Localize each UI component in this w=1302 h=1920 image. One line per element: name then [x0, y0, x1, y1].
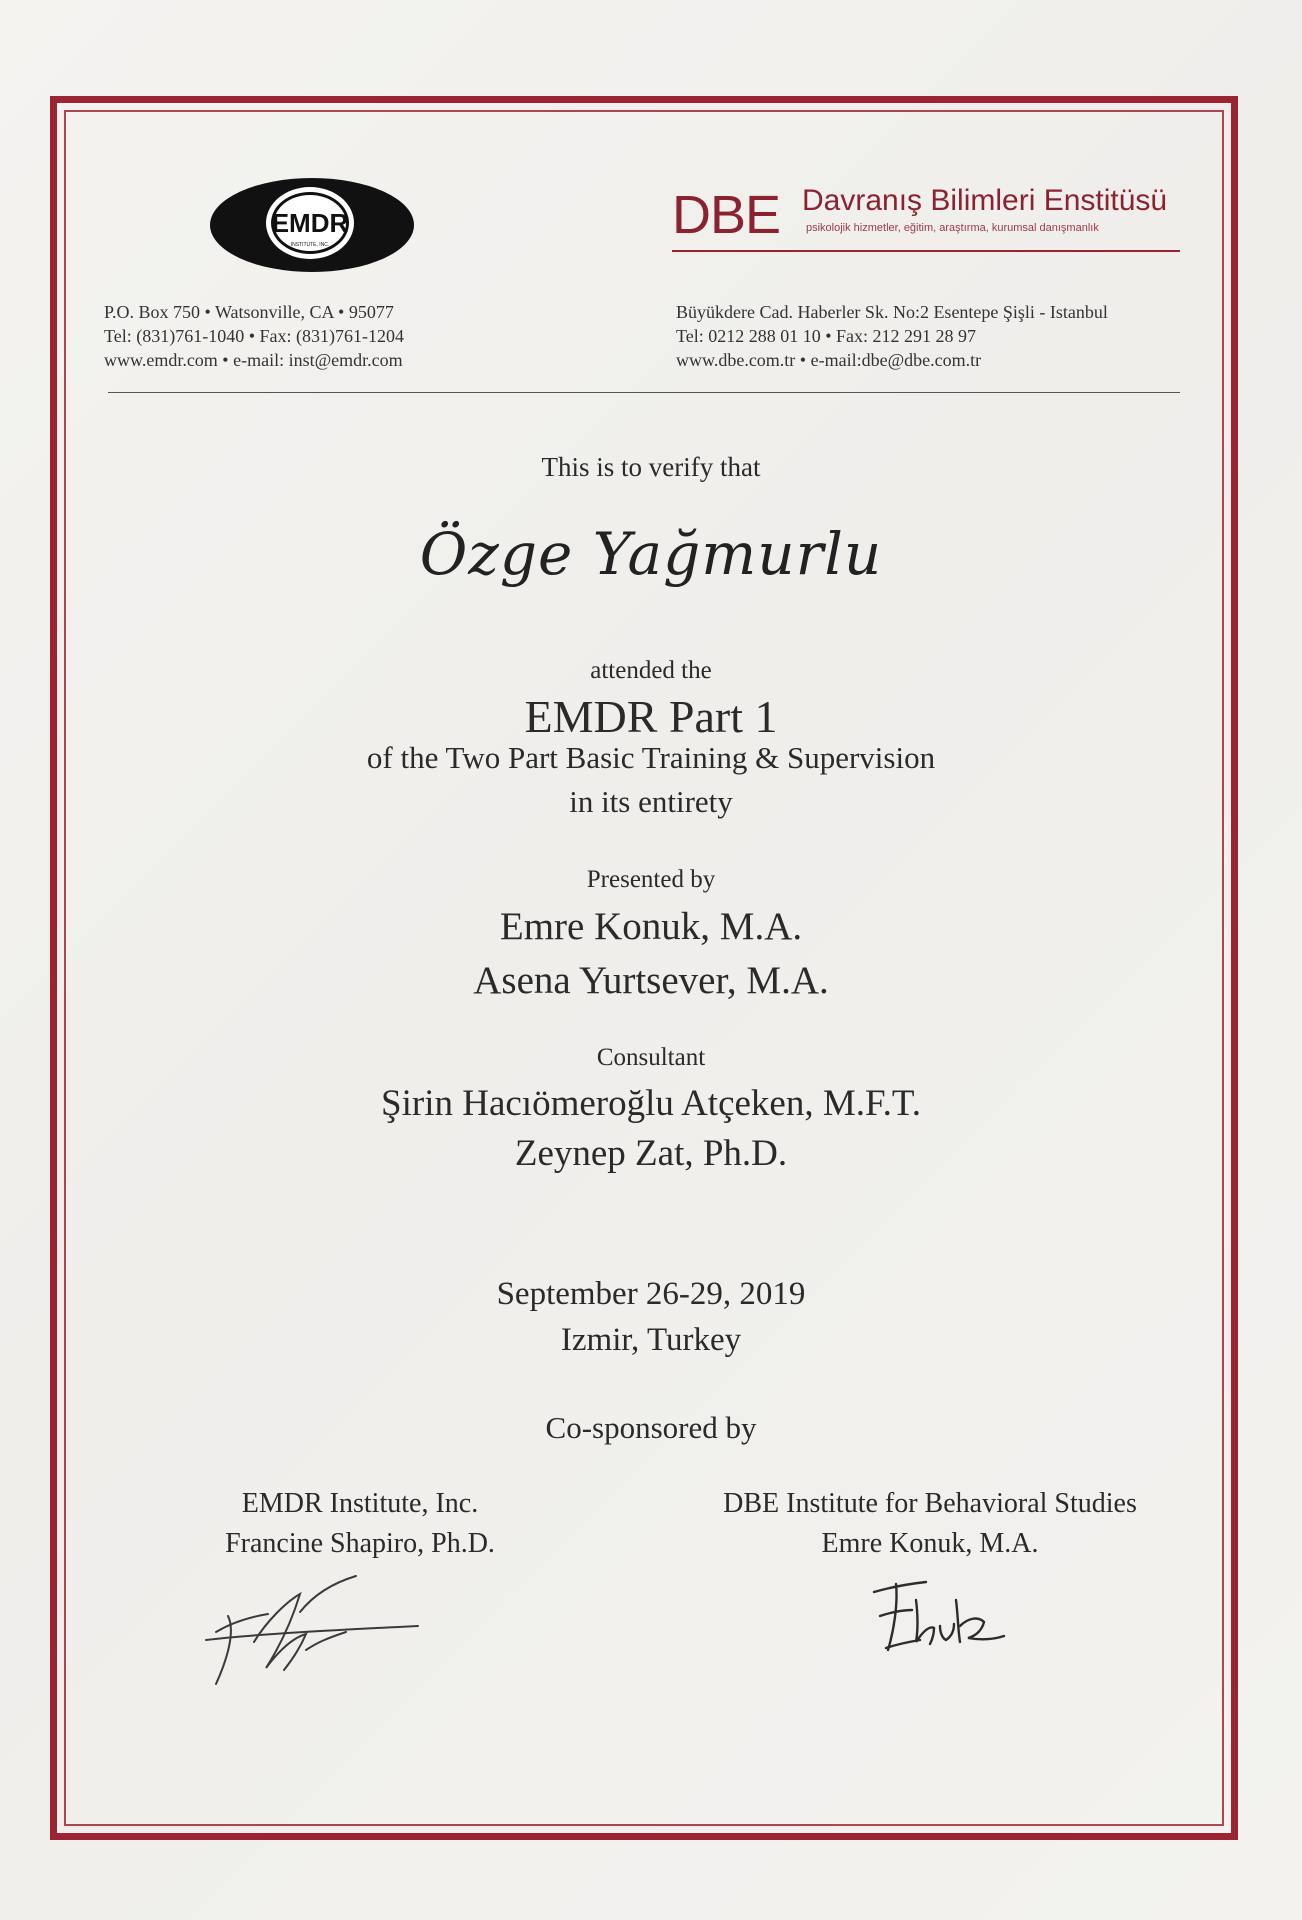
- presenter-name: Asena Yurtsever, M.A.: [473, 959, 829, 1002]
- cosponsored-label: Co-sponsored by: [545, 1410, 757, 1445]
- consultant-name: Şirin Hacıömeroğlu Atçeken, M.F.T.: [381, 1083, 921, 1124]
- consultant-label: Consultant: [596, 1044, 706, 1071]
- consultant-name: Zeynep Zat, Ph.D.: [514, 1133, 788, 1174]
- entirety-text: in its entirety: [569, 784, 733, 819]
- course-title: EMDR Part 1: [524, 691, 778, 742]
- dbe-logo-name: Davranış Bilimleri Enstitüsü: [802, 184, 1168, 217]
- attended-text: attended the: [590, 657, 712, 684]
- emdr-logo-text: EMDR: [271, 208, 349, 238]
- event-dates: September 26-29, 2019: [496, 1276, 806, 1312]
- sponsor-person: Emre Konuk, M.A.: [821, 1528, 1039, 1559]
- header-divider: [108, 392, 1180, 393]
- emdr-address-line: P.O. Box 750 • Watsonville, CA • 95077: [104, 302, 394, 322]
- event-location: Izmir, Turkey: [560, 1322, 742, 1358]
- presented-by-label: Presented by: [586, 866, 716, 893]
- emdr-web-line: www.emdr.com • e-mail: inst@emdr.com: [104, 350, 403, 370]
- sponsor-emdr: [150, 1484, 570, 1564]
- sponsor-org: EMDR Institute, Inc.: [241, 1488, 479, 1519]
- presenter-name: Emre Konuk, M.A.: [499, 905, 803, 948]
- signature-konuk: [868, 1570, 1018, 1670]
- emdr-logo-subtext: INSTITUTE, INC.: [290, 242, 330, 248]
- dbe-logo: [672, 180, 1192, 260]
- emdr-address-block: [104, 300, 404, 372]
- verify-text: This is to verify that: [541, 452, 761, 482]
- recipient-name: Özge Yağmurlu: [419, 520, 883, 588]
- emdr-logo: [208, 176, 416, 274]
- dbe-phone-line: Tel: 0212 288 01 10 • Fax: 212 291 28 97: [676, 326, 977, 346]
- sponsor-dbe: [690, 1484, 1170, 1564]
- dbe-address-line: Büyükdere Cad. Haberler Sk. No:2 Esentepe Şişli - Istanbul: [676, 302, 1108, 322]
- dbe-logo-letters: DBE: [672, 185, 781, 245]
- dbe-logo-tagline: psikolojik hizmetler, eğitim, araştırma, kurumsal danışmanlık: [806, 222, 1099, 234]
- dbe-logo-rule: [672, 250, 1180, 252]
- sponsor-person: Francine Shapiro, Ph.D.: [225, 1528, 495, 1559]
- dbe-web-line: www.dbe.com.tr • e-mail:dbe@dbe.com.tr: [676, 350, 982, 370]
- sponsor-org: DBE Institute for Behavioral Studies: [723, 1488, 1137, 1519]
- dbe-address-block: [676, 300, 1108, 372]
- course-subtitle: of the Two Part Basic Training & Supervision: [366, 740, 936, 775]
- signature-shapiro: [196, 1572, 426, 1702]
- emdr-phone-line: Tel: (831)761-1040 • Fax: (831)761-1204: [104, 326, 404, 346]
